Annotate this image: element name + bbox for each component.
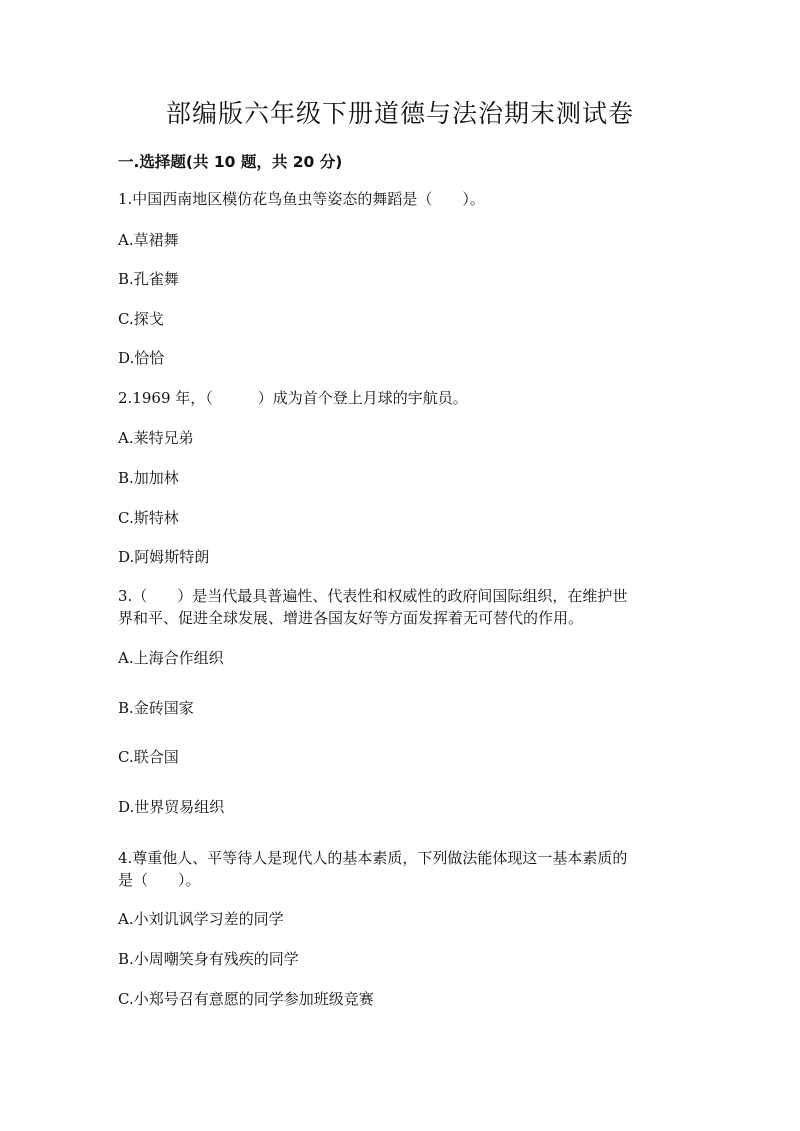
- question-2-option-a: A.莱特兄弟: [118, 429, 194, 447]
- question-3-stem-line-1: 3.（ ）是当代最具普遍性、代表性和权威性的政府间国际组织，在维护世: [118, 587, 628, 605]
- section-heading: 一.选择题(共 10 题，共 20 分): [118, 153, 343, 171]
- question-3-option-d: D.世界贸易组织: [118, 798, 225, 816]
- question-4-stem-line-2: 是（ ）。: [118, 871, 201, 889]
- question-3-option-b: B.金砖国家: [118, 699, 194, 717]
- question-3-stem-line-2: 界和平、促进全球发展、增进各国友好等方面发挥着无可替代的作用。: [118, 609, 584, 627]
- question-4-stem-line-1: 4.尊重他人、平等待人是现代人的基本素质，下列做法能体现这一基本素质的: [118, 849, 628, 867]
- question-1-option-d: D.恰恰: [118, 349, 165, 367]
- question-4-option-c: C.小郑号召有意愿的同学参加班级竞赛: [118, 990, 374, 1008]
- question-4-option-b: B.小周嘲笑身有残疾的同学: [118, 950, 299, 968]
- question-4-option-a: A.小刘讥讽学习差的同学: [118, 910, 284, 928]
- question-3-option-c: C.联合国: [118, 748, 179, 766]
- question-1-option-b: B.孔雀舞: [118, 270, 179, 288]
- question-2-option-b: B.加加林: [118, 469, 179, 487]
- question-3-option-a: A.上海合作组织: [118, 649, 224, 667]
- question-2-stem: 2.1969 年，（ ）成为首个登上月球的宇航员。: [118, 389, 468, 407]
- question-1-option-a: A.草裙舞: [118, 231, 179, 249]
- page-title: 部编版六年级下册道德与法治期末测试卷: [165, 99, 634, 128]
- question-2-option-c: C.斯特林: [118, 509, 179, 527]
- question-1-stem: 1.中国西南地区模仿花鸟鱼虫等姿态的舞蹈是（ ）。: [118, 190, 485, 208]
- question-1-option-c: C.探戈: [118, 310, 164, 328]
- question-2-option-d: D.阿姆斯特朗: [118, 548, 210, 566]
